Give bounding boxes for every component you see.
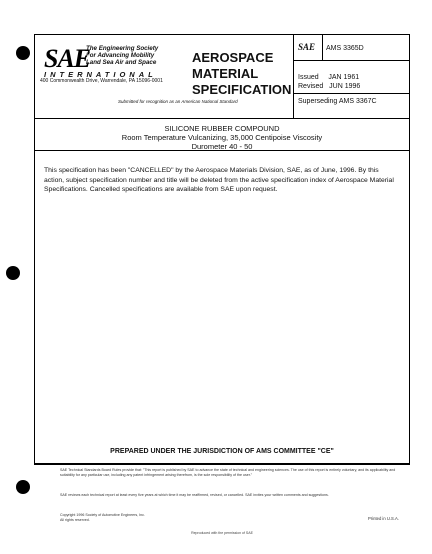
binder-hole-bottom xyxy=(16,480,30,494)
binder-hole-top xyxy=(16,46,30,60)
document-title: AEROSPACE MATERIAL SPECIFICATION xyxy=(192,50,292,97)
header-divider-h1 xyxy=(293,60,410,61)
subject-subtitle: Room Temperature Vulcanizing, 35,000 Centipoise Viscosity xyxy=(121,133,323,142)
submitted-note: Submitted for recognition as an American National Standard xyxy=(118,99,238,104)
spec-number: AMS 3365D xyxy=(326,45,364,52)
subject-durometer: Durometer 40 - 50 xyxy=(191,142,253,151)
issue-dates: Issued JAN 1961 Revised JUN 1996 xyxy=(298,74,361,90)
binder-hole-middle xyxy=(6,266,20,280)
society-tagline: The Engineering Society For Advancing Mobility Land Sea Air and Space xyxy=(86,45,159,66)
header-divider-h2 xyxy=(293,93,410,94)
printed-note: Printed in U.S.A. xyxy=(368,516,399,521)
prepared-statement: PREPARED UNDER THE JURISDICTION OF AMS COMMITTEE "CE" xyxy=(110,448,334,455)
superseding-note: Superseding AMS 3367C xyxy=(298,98,377,105)
subject-title: SILICONE RUBBER COMPOUND xyxy=(164,124,280,133)
fine-print-review: SAE reviews each technical report at least every five years at which time it may be reaffirmed, revised, or cancelled. SAE invites your written comments and suggestions. xyxy=(60,493,329,497)
subject-block xyxy=(34,124,410,151)
fine-print-rules: SAE Technical Standards Board Rules provide that: "This report is published by SAE to advance the state of technical and engineering sciences. The use of this report is entirely voluntary, and its applicability and suitability for any particular use, including any patent infringement arising therefrom, is the sole responsibility of the user." xyxy=(60,468,396,478)
sae-small-logo: SAE xyxy=(298,42,316,52)
header-divider-number xyxy=(322,34,323,60)
header-bottom-rule xyxy=(34,118,410,119)
footer-rule xyxy=(34,464,410,465)
org-address: 400 Commonwealth Drive, Warrendale, PA 15096-0001 xyxy=(40,78,163,84)
reproduction-footer: Reproduced with the permission of SAE xyxy=(191,531,253,535)
sae-logo: SAE xyxy=(44,44,91,73)
copyright: Copyright 1996 Society of Automotive Engineers, Inc. All rights reserved. xyxy=(60,513,145,523)
cancellation-notice: This specification has been "CANCELLED" by the Aerospace Materials Division, SAE, as of June, 1996. By this action, subject specification number and title will be deleted from the active specification index of Aerospace Material Specifications. Cancelled specifications are available from SAE upon request. xyxy=(44,167,394,193)
header-divider-vertical xyxy=(293,34,294,118)
international-wordmark: INTERNATIONAL xyxy=(44,70,157,79)
